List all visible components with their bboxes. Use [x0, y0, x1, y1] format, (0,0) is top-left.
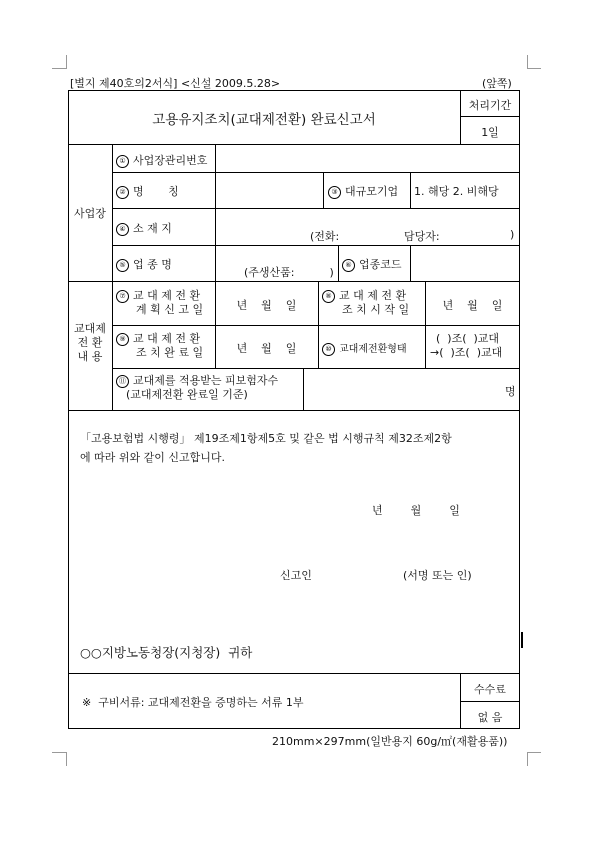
insured-count-unit: 명: [505, 385, 516, 398]
completion-date-value[interactable]: 년 월 일: [236, 342, 297, 355]
fee-label: 수수료: [474, 683, 506, 696]
main-product-label: (주생산품: ): [244, 266, 334, 279]
required-documents: ※ 구비서류: 교대제전환을 증명하는 서류 1부: [82, 696, 304, 709]
addressee: ○○지방노동청장(지청장) 귀하: [80, 645, 253, 660]
field-start-date: ⑧ 교 대 제 전 환 조 치 시 작 일: [322, 289, 409, 317]
fee-value: 없 음: [477, 711, 503, 724]
crop-mark: [527, 55, 528, 69]
shift-type-value[interactable]: ( )조( )교대 →( )조( )교대: [430, 332, 503, 359]
form-reference: [별지 제40호의2서식] <신설 2009.5.28>: [70, 77, 281, 90]
paper-spec: 210mm×297mm(일반용지 60g/㎡(재활용품)): [272, 735, 508, 748]
declaration-line-1: 「고용보험법 시행령」 제19조제1항제5호 및 같은 법 시행규칙 제32조제2항: [80, 432, 452, 445]
form-title: 고용유지조치(교대제전환) 완료신고서: [152, 112, 376, 128]
page-side-label: (앞쪽): [482, 77, 512, 90]
crop-mark: [52, 68, 66, 69]
large-company-options[interactable]: 1. 해당 2. 비해당: [414, 185, 499, 198]
contact-label: 담당자:: [404, 230, 440, 243]
crop-mark: [527, 752, 541, 753]
field-large-company: ③ 대규모기업: [328, 183, 398, 199]
processing-period-label: 처리기간: [468, 99, 512, 112]
field-completion-date: ⑨ 교 대 제 전 환 조 치 완 료 일: [116, 332, 203, 360]
business-number-input[interactable]: [216, 145, 519, 171]
declaration-date[interactable]: 년 월 일: [372, 504, 460, 517]
crop-mark: [527, 68, 541, 69]
signature-field[interactable]: (서명 또는 인): [403, 569, 472, 582]
field-business-number: ① 사업장관리번호: [116, 152, 207, 168]
crop-mark: [66, 752, 67, 766]
phone-label: (전화:: [310, 230, 340, 243]
company-name-input[interactable]: [216, 173, 322, 207]
declaration-line-2: 에 따라 위와 같이 신고합니다.: [80, 451, 225, 464]
field-industry-code: ⑥ 업종코드: [342, 256, 402, 272]
field-shift-type: ⑩ 교대제전환형태: [322, 340, 407, 356]
crop-mark: [52, 752, 66, 753]
crop-mark: [521, 632, 523, 648]
processing-period-value: 1일: [481, 126, 499, 139]
field-company-name: ② 명 칭: [116, 183, 179, 199]
start-date-value[interactable]: 년 월 일: [442, 299, 503, 312]
crop-mark: [527, 752, 528, 766]
shift-section-label: 교대제 전 환 내 용: [74, 322, 106, 363]
insured-count-input[interactable]: [304, 369, 494, 409]
workplace-section-label: 사업장: [74, 207, 106, 220]
field-insured-count: ⑪ 교대제를 적용받는 피보험자수 (교대제전환 완료일 기준): [116, 374, 278, 402]
field-plan-report-date: ⑦ 교 대 제 전 환 계 획 신 고 일: [116, 289, 203, 317]
crop-mark: [66, 55, 67, 69]
field-industry-name: ⑤ 업 종 명: [116, 256, 172, 272]
close-paren: ): [510, 228, 515, 241]
industry-code-input[interactable]: [411, 246, 519, 280]
declarant-label: 신고인: [280, 569, 312, 582]
plan-report-date-value[interactable]: 년 월 일: [236, 299, 297, 312]
field-address: ④ 소 재 지: [116, 220, 172, 236]
